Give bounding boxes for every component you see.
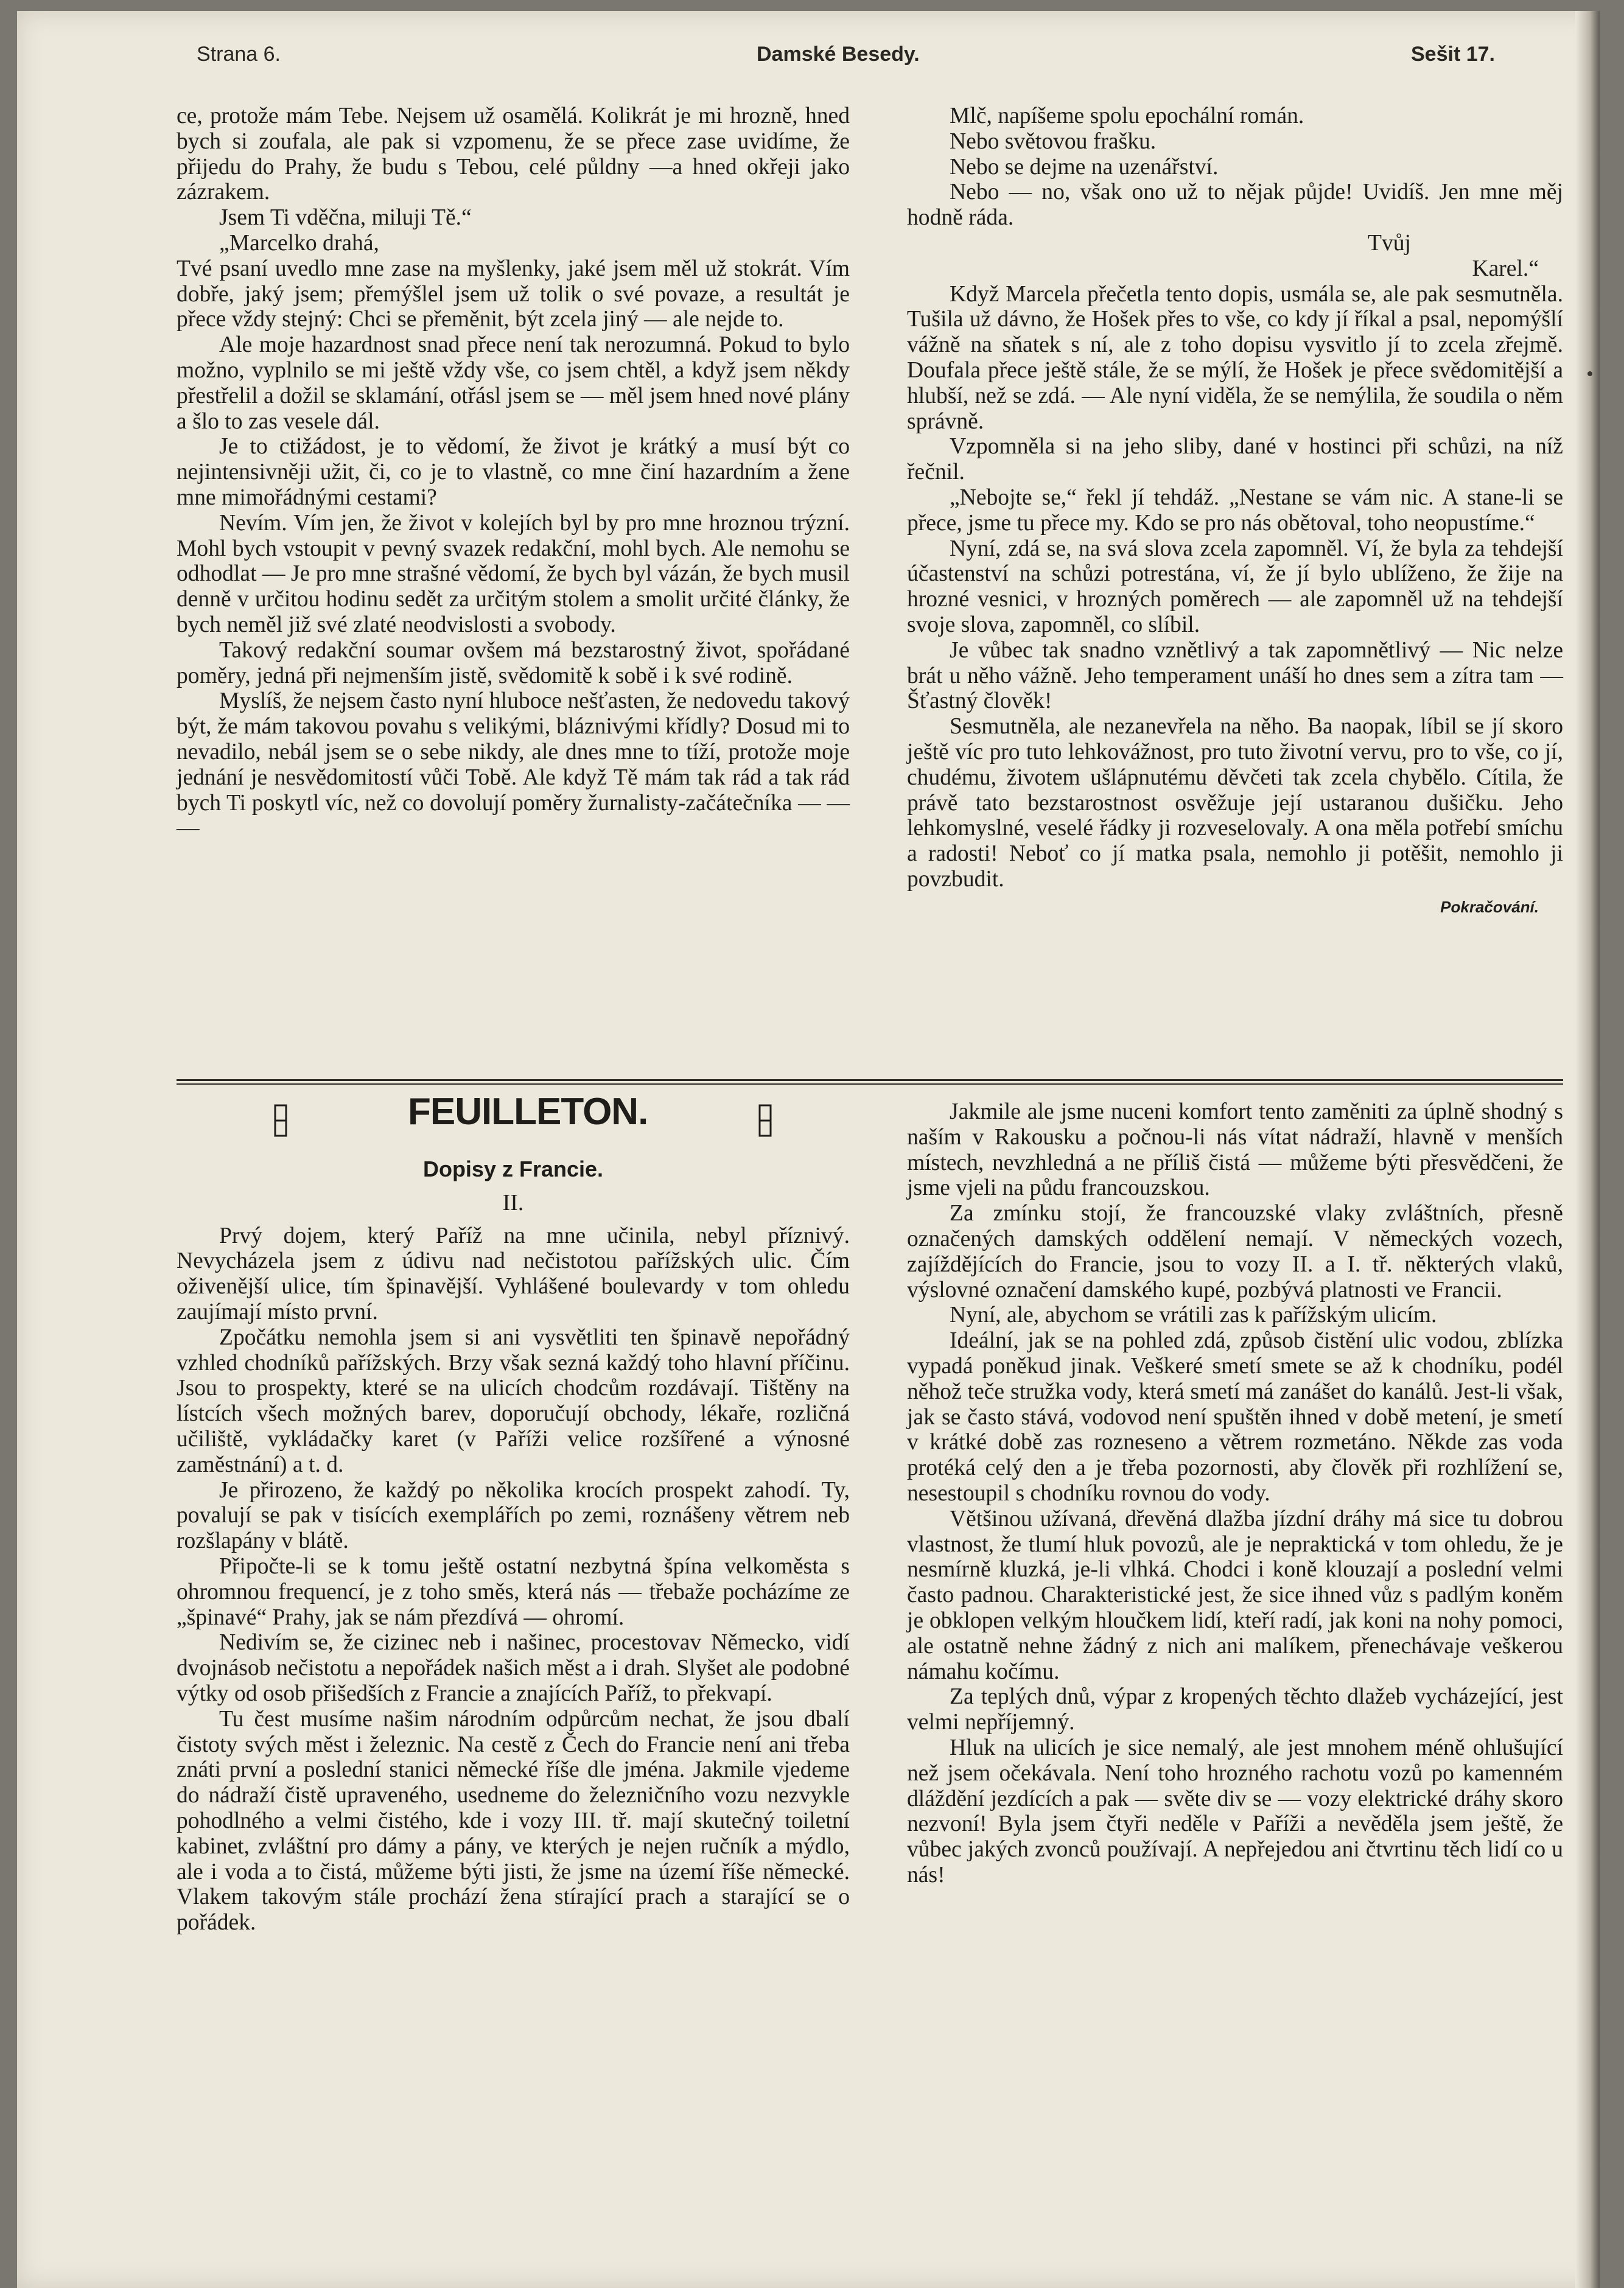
story-column-left bbox=[177, 103, 850, 841]
feuilleton-column-left bbox=[177, 1091, 850, 1936]
feuilleton-heading bbox=[177, 1091, 850, 1155]
paragraph: Nebo světovou frašku. bbox=[950, 128, 1157, 154]
paragraph: Jakmile ale jsme nuceni komfort tento zaměniti za úplně shodný s naším v Rakousku a počnou-li nás vítat nádraží, hlavně v menších místech, nevzhledná a ne příliš čistá — můžeme býti přesvědčeni, že jsme vjeli na půdu francouzskou. bbox=[907, 1099, 1563, 1201]
story-column-right bbox=[907, 103, 1563, 920]
paragraph: Je přirozeno, že každý po několika krocích prospekt zahodí. Ty, povalují se pak v tisících exemplářích po zemi, roznášeny větrem neb rozšlapány v blátě. bbox=[177, 1477, 850, 1554]
section-rule bbox=[177, 1083, 1563, 1085]
page-number: Strana 6. bbox=[197, 43, 281, 66]
paragraph: Za teplých dnů, výpar z kropených těchto dlažeb vycházející, jest velmi nepříjemný. bbox=[907, 1684, 1563, 1735]
paragraph: Nebo se dejme na uzenářství. bbox=[950, 154, 1219, 180]
paragraph: Tvé psaní uvedlo mne zase na myšlenky, jaké jsem měl už stokrát. Vím dobře, jaký jsem; přemýšlel jsem už tolik o své povaze, a resultát je přece vždy stejný: Chci se přeměnit, být zcela jiný — ale nejde to. bbox=[177, 256, 850, 332]
newspaper-page bbox=[17, 11, 1600, 2288]
paragraph: Ideální, jak se na pohled zdá, způsob čistění ulic vodou, zblízka vypadá poněkud jinak. Veškeré smetí smete se až k chodníku, podél něhož teče stružka vody, která smetí má zanášet do kanálů. Jest-li však, jak se často stává, vodovod není spuštěn ihned v době metení, je smetí v krátké době zas rozneseno a větrem rozmetáno. Někde zas voda protéká celý den a je třeba pozornosti, aby člověk při rozhlížení se, nesestoupil s chodníku rovnou do vody. bbox=[907, 1328, 1563, 1506]
paragraph: Tu čest musíme našim národním odpůrcům nechat, že jsou dbalí čistoty svých měst i železnic. Na cestě z Čech do Francie není ani třeba znáti první a poslední stanici německé říše dle jména. Jakmile vjedeme do nádraží čistě upraveného, usedneme do železničního vozu nezvykle pohodlného a velmi čistého, kde i vozy III. tř. mají skutečný toiletní kabinet, zvláštní pro dámy a pány, ve kterých je nejen ručník a mýdlo, ale i voda a to čistá, můžeme býti jisti, že jsme na území říše německé. Vlakem takovým stále prochází žena stírající prach a starající se o pořádek. bbox=[177, 1706, 850, 1936]
paragraph: Připočte-li se k tomu ještě ostatní nezbytná špína velkoměsta s ohromnou frequencí, je z toho směs, která nás — třebaže pocházíme ze „špinavé“ Prahy, jak se nám přezdívá — ohromí. bbox=[177, 1553, 850, 1630]
continued-note: Pokračování. bbox=[1440, 897, 1539, 916]
letter-signature: Karel.“ bbox=[1472, 256, 1539, 281]
feuilleton-column-right bbox=[907, 1099, 1563, 1888]
feuilleton-subtitle: Dopisy z Francie. bbox=[422, 1156, 604, 1181]
ornament-icon bbox=[274, 1104, 287, 1137]
paragraph: Hluk na ulicích je sice nemalý, ale jest mnohem méně ohlušující než jsem očekávala. Není toho hrozného rachotu vozů po kamenném dláždění jezdících a pak — světe div se — vozy elektrické dráhy skoro nezvoní! Byla jsem čtyři neděle v Paříži a nevěděla jsem ještě, že vůbec jakých zvonců používají. A nepřejedou ani čtvrtinu těch lidí co u nás! bbox=[907, 1735, 1563, 1887]
paragraph: Je vůbec tak snadno vznětlivý a tak zapomnětlivý — Nic nelze brát u něho vážně. Jeho temperament unáší ho dnes sem a zítra tam — Šťastný člověk! bbox=[907, 637, 1563, 714]
paragraph: Je to ctižádost, je to vědomí, že život je krátký a musí být co nejintensivněji užit, či, co je to vlastně, co mne činí hazardním a žene mne mimořádnými cestami? bbox=[177, 434, 850, 510]
paragraph: Vzpomněla si na jeho sliby, dané v hostinci při schůzi, na níž řečnil. bbox=[907, 434, 1563, 485]
paragraph: ce, protože mám Tebe. Nejsem už osamělá. Kolikrát je mi hrozně, hned bych si zoufala, ale pak si vzpomenu, že se přece zase uvidíme, že přijedu do Prahy, že budu s Tebou, celé půldny —a hned okřeji jako zázrakem. bbox=[177, 103, 850, 205]
paragraph: Nyní, zdá se, na svá slova zcela zapomněl. Ví, že byla za tehdejší účastenství na schůzi potrestána, ví, že jí bylo ublíženo, že žije na hrozné vesnici, v hrozných poměrech — ale zapomněl už na tehdejší svoje slova, zapomněl, co slíbil. bbox=[907, 536, 1563, 637]
ornament-icon bbox=[758, 1104, 772, 1137]
paragraph: Nyní, ale, abychom se vrátili zas k pařížským ulicím. bbox=[950, 1303, 1437, 1328]
paragraph: Nebo — no, však ono už to nějak půjde! Uvidíš. Jen mne měj hodně ráda. bbox=[907, 180, 1563, 231]
paragraph: Sesmutněla, ale nezanevřela na něho. Ba naopak, líbil se jí skoro ještě víc pro tuto lehkovážnost, pro tuto životní vervu, pro to vše, co jí, chudému, životem ušlápnutému děvčeti tak zcela chybělo. Cítila, že právě tato bezstarostnost osvěžuje její ustaranou dušičku. Jeho lehkomyslné, veselé řádky ji rozveselovaly. A ona měla potřebí smíchu a radosti! Neboť co jí matka psala, nemohlo ji potěšit, nemohlo ji povzbudit. bbox=[907, 714, 1563, 892]
part-number: II. bbox=[502, 1189, 524, 1216]
paragraph: Když Marcela přečetla tento dopis, usmála se, ale pak sesmutněla. Tušila už dávno, že Hošek přes to vše, co kdy jí říkal a psal, nepomýšlí vážně na sňatek s ní, ale z toho dopisu vysvitlo jí to zcela zřejmě. Doufala přece ještě stále, že se mýlí, že Hošek je přece svědomitější a hlubší, než se zdá. — Ale nyní viděla, že se nemýlila, že soudila o něm správně. bbox=[907, 281, 1563, 434]
paragraph: Mlč, napíšeme spolu epochální román. bbox=[950, 103, 1304, 128]
margin-mark bbox=[1587, 371, 1592, 376]
paragraph: Většinou užívaná, dřevěná dlažba jízdní dráhy má sice tu dobrou vlastnost, že tlumí hluk povozů, ale je nepraktická v tom ohledu, že je nesmírně kluzká, je-li vlhká. Chodci i koně klouzají a poslední velmi často padnou. Charakteristické jest, že sice ihned vůz s padlým koněm je obklopen velkým hloučkem lidí, kteří radí, jak koni na nohy pomoci, ale ostatně nehne žádný z nich ani malíkem, přenechávaje veškerou námahu kočímu. bbox=[907, 1506, 1563, 1684]
paragraph: Nedivím se, že cizinec neb i našinec, procestovav Německo, vidí dvojnásob nečistotu a nepořádek našich měst a i drah. Slyšet ale podobné výtky od osob přišedších z Francie a znajících Paříž, to překvapí. bbox=[177, 1630, 850, 1706]
paragraph: Jsem Ti vděčna, miluji Tě.“ bbox=[219, 205, 472, 231]
paragraph: „Marcelko drahá, bbox=[219, 230, 379, 256]
paragraph: Takový redakční soumar ovšem má bezstarostný život, spořádané poměry, jedná při nejmenším jistě, svědomitě k sobě i k své rodině. bbox=[177, 637, 850, 688]
feuilleton-title: FEUILLETON. bbox=[408, 1091, 648, 1133]
paragraph: „Nebojte se,“ řekl jí tehdáž. „Nestane se vám nic. A stane-li se přece, jsme tu přece my. Kdo se pro nás obětoval, toho neopustíme.“ bbox=[907, 485, 1563, 536]
paragraph: Nevím. Vím jen, že život v kolejích byl by pro mne hroznou trýzní. Mohl bych vstoupit v pevný svazek redakční, mohl bych. Ale nemohu se odhodlat — Je pro mne strašné vědomí, že bych byl vázán, že bych musil denně v určitou hodinu sedět za určitým stolem a smolit určité články, že bych neměl již své zlaté neodvislosti a svobody. bbox=[177, 510, 850, 637]
section-rule bbox=[177, 1079, 1563, 1081]
paragraph: Za zmínku stojí, že francouzské vlaky zvláštních, přesně označených damských oddělení nemají. V německých vozech, zajíždějících do Francie, jsou to vozy II. a I. tř. některých vlaků, výslovné označení damského kupé, pozbývá platnosti ve Francii. bbox=[907, 1201, 1563, 1303]
page-edge-shadow bbox=[1575, 11, 1600, 2288]
paragraph: Zpočátku nemohla jsem si ani vysvětliti ten špinavě nepořádný vzhled chodníků pařížských. Brzy však sezná každý toho hlavní příčinu. Jsou to prospekty, které se na ulicích chodcům rozdávají. Tištěny na lístcích všech možných barev, doporučují obchody, lékaře, rozličná učiliště, vykládačky karet (v Paříži velice rozšířené a výnosné zaměstnání) a t. d. bbox=[177, 1324, 850, 1477]
issue-number: Sešit 17. bbox=[1411, 43, 1495, 66]
paragraph: Myslíš, že nejsem často nyní hluboce nešťasten, že nedovedu takový být, že mám takovou povahu s velikými, bláznivými křídly? Dosud mi to nevadilo, nebál jsem se o sebe nikdy, ale dnes mne to tíží, protože moje jednání je nesvědomitostí vůči Tobě. Ale když Tě mám tak rád a tak rád bych Ti poskytl víc, než co dovolují poměry žurnalisty-začátečníka — — — bbox=[177, 688, 850, 841]
page-header bbox=[17, 11, 1600, 78]
paragraph: Ale moje hazardnost snad přece není tak nerozumná. Pokud to bylo možno, vyplnilo se mi ještě vždy vše, co jsem chtěl, a když jsem někdy přestřelil a dožil se sklamání, otřásl jsem se — měl jsem hned nové plány a šlo to zas vesele dál. bbox=[177, 332, 850, 434]
paragraph: Prvý dojem, který Paříž na mne učinila, nebyl příznivý. Nevycházela jsem z údivu nad nečistotou pařížských ulic. Čím oživenější ulice, tím špinavější. Vyhlášené boulevardy v tom ohledu zaujímají místo první. bbox=[177, 1223, 850, 1324]
letter-closing: Tvůj bbox=[1368, 230, 1411, 256]
magazine-title: Damské Besedy. bbox=[757, 43, 920, 66]
